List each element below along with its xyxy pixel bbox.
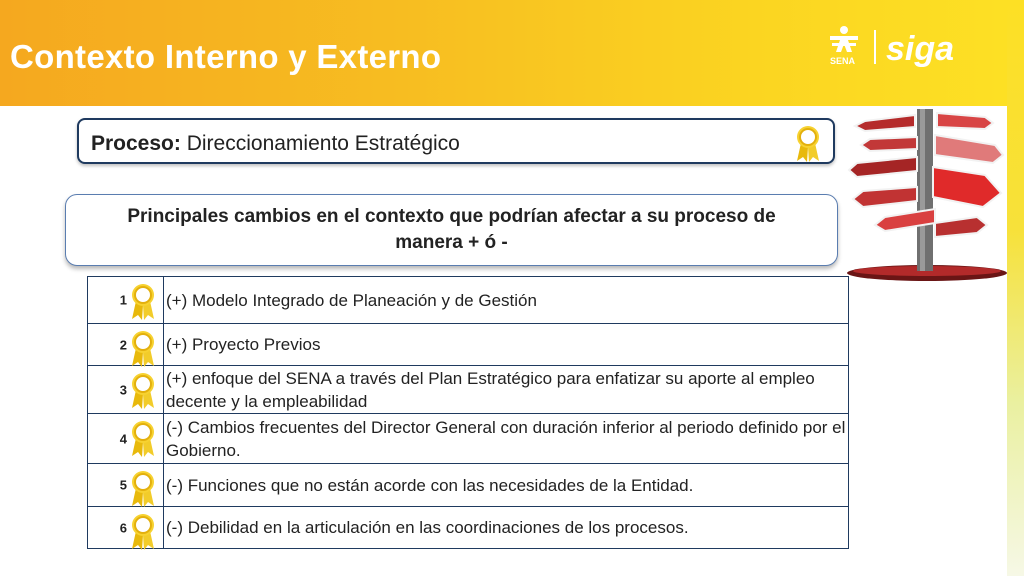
signpost-icon <box>845 105 1007 285</box>
row-text: (-) Debilidad en la articulación en las coordinaciones de los procesos. <box>164 507 849 549</box>
medal-icon <box>130 470 156 508</box>
process-line <box>91 132 460 156</box>
table-row <box>88 366 849 414</box>
row-number: 6 <box>119 520 127 535</box>
row-number-cell <box>88 277 164 324</box>
row-number-cell <box>88 366 164 414</box>
process-label: Proceso: <box>91 132 181 155</box>
question-text: Principales cambios en el contexto que podrían afectar a su proceso de manera + ó - <box>127 206 776 253</box>
row-text: (-) Funciones que no están acorde con las necesidades de la Entidad. <box>164 464 849 507</box>
row-text: (+) Proyecto Previos <box>164 324 849 366</box>
logo-sena-text: SENA <box>830 56 856 66</box>
row-text: (-) Cambios frecuentes del Director General con duración inferior al periodo definido por el Gobierno. <box>164 414 849 464</box>
row-number: 3 <box>119 382 127 397</box>
row-number-cell <box>88 507 164 549</box>
medal-icon <box>795 125 821 163</box>
row-number-cell <box>88 414 164 464</box>
header-band <box>0 0 1007 106</box>
row-number: 5 <box>119 477 127 493</box>
medal-icon <box>130 372 156 410</box>
medal-icon <box>130 420 156 458</box>
table-row <box>88 414 849 464</box>
row-number: 2 <box>119 337 127 352</box>
changes-table <box>87 276 849 549</box>
medal-icon <box>130 513 156 551</box>
medal-icon <box>130 283 156 321</box>
right-decor-strip <box>1007 0 1024 576</box>
question-box <box>65 194 838 266</box>
table-row <box>88 507 849 549</box>
row-text: (+) Modelo Integrado de Planeación y de Gestión <box>164 277 849 324</box>
logo-siga-text: siga <box>886 30 955 68</box>
medal-icon <box>130 330 156 368</box>
row-number-cell <box>88 324 164 366</box>
process-value: Direccionamiento Estratégico <box>186 132 460 155</box>
row-text: (+) enfoque del SENA a través del Plan Estratégico para enfatizar su aporte al empleo decente y la empleabilidad <box>164 366 849 414</box>
table-row <box>88 464 849 507</box>
row-number-cell <box>88 464 164 507</box>
process-box <box>77 118 835 164</box>
row-number: 4 <box>119 431 127 446</box>
table-row <box>88 324 849 366</box>
table-row <box>88 277 849 324</box>
sena-siga-logo <box>826 22 971 74</box>
row-number: 1 <box>119 292 127 308</box>
page-title: Contexto Interno y Externo <box>10 38 442 75</box>
